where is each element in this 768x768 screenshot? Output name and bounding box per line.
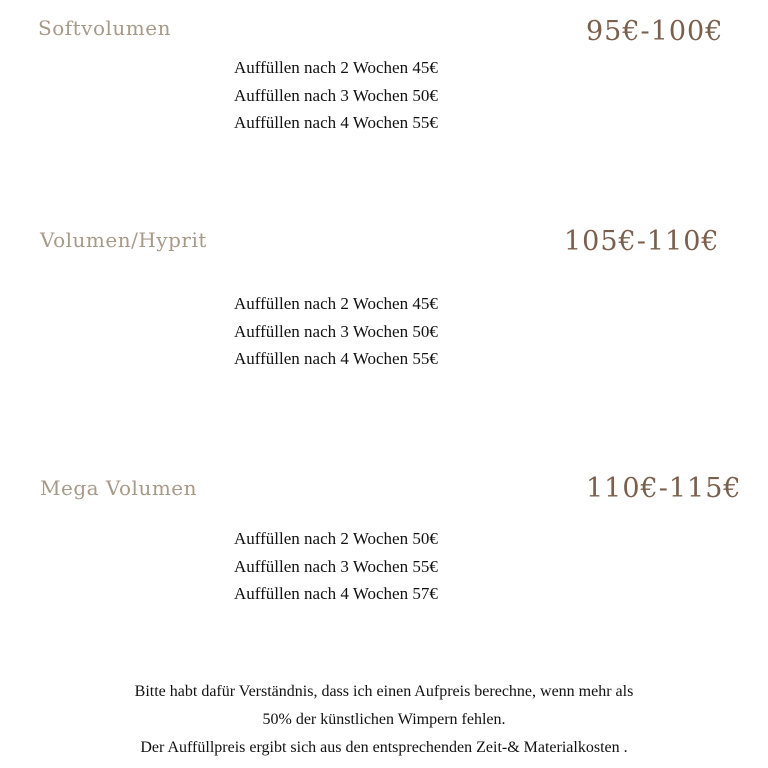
section-price: 110€-115€ <box>586 473 742 504</box>
list-item: Auffüllen nach 3 Wochen 50€ <box>234 85 438 105</box>
refill-price-list <box>234 54 438 137</box>
section-title: Volumen/Hyprit <box>40 228 207 252</box>
notice-line: Der Auffüllpreis ergibt sich aus den entsprechenden Zeit-& Materialkosten . <box>140 739 628 756</box>
list-item: Auffüllen nach 4 Wochen 57€ <box>234 584 438 603</box>
notice-line: 50% der künstlichen Wimpern fehlen. <box>262 711 506 728</box>
list-item: Auffüllen nach 2 Wochen 50€ <box>234 529 438 548</box>
list-item: Auffüllen nach 2 Wochen 45€ <box>234 294 438 313</box>
list-item: Auffüllen nach 4 Wochen 55€ <box>234 113 438 132</box>
notice-line: Bitte habt dafür Verständnis, dass ich einen Aufpreis berechne, wenn mehr als <box>134 683 634 700</box>
refill-price-list <box>234 290 438 373</box>
surcharge-notice <box>0 678 768 762</box>
list-item: Auffüllen nach 2 Wochen 45€ <box>234 58 438 77</box>
section-price: 105€-110€ <box>564 226 720 257</box>
refill-price-list <box>234 525 438 608</box>
section-price: 95€-100€ <box>586 16 724 47</box>
section-title: Softvolumen <box>38 16 171 40</box>
list-item: Auffüllen nach 4 Wochen 55€ <box>234 349 438 368</box>
list-item: Auffüllen nach 3 Wochen 50€ <box>234 321 438 341</box>
section-title: Mega Volumen <box>40 476 198 500</box>
list-item: Auffüllen nach 3 Wochen 55€ <box>234 556 438 576</box>
